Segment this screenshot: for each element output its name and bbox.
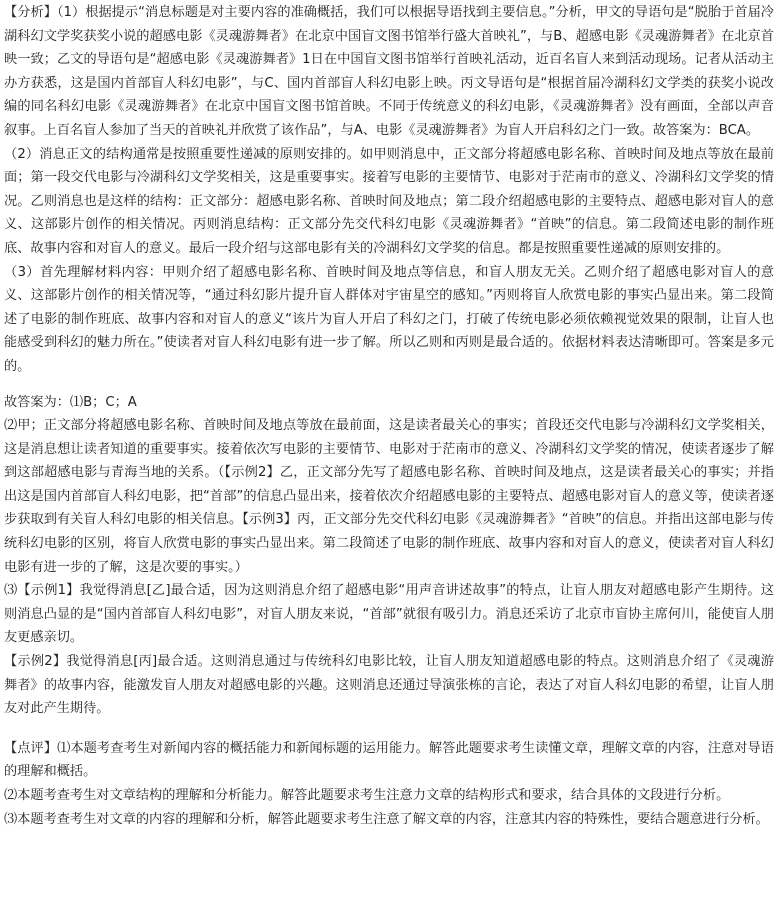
spacer	[4, 379, 774, 391]
spacer	[4, 721, 774, 737]
answer-summary: 故答案为：⑴B；C；A	[4, 394, 137, 410]
comment-part-1: 【点评】⑴本题考查考生对新闻内容的概括能力和新闻标题的运用能力。解答此题要求考生读懂文章，理解文章的内容，注意对导语的理解和概括。	[4, 740, 774, 780]
answer-part-3-example-1: ⑶【示例1】我觉得消息[乙]最合适，因为这则消息介绍了超感电影“用声音讲述故事”的特点，让盲人朋友对超感电影产生期待。这则消息凸显的是“国内首部盲人科幻电影”，对盲人朋友来说，“首部”就很有吸引力。消息还采访了北京市盲协主席何川，能使盲人朋友更感亲切。	[4, 583, 774, 646]
comment-part-2: ⑵本题考查考生对文章结构的理解和分析能力。解答此题要求考生注意力文章的结构形式和要求，结合具体的文段进行分析。	[4, 788, 730, 803]
answer-part-3-example-2: 【示例2】我觉得消息[丙]最合适。这则消息通过与传统科幻电影比较，让盲人朋友知道超感电影的特点。这则消息介绍了《灵魂游舞者》的故事内容，能激发盲人朋友对超感电影的兴趣。这则消息还通过导演张栋的言论，表达了对盲人科幻电影的希望，让盲人朋友对此产生期待。	[4, 654, 774, 717]
analysis-part-2: （2）消息正文的结构通常是按照重要性递减的原则安排的。如甲则消息中，正文部分将超感电影名称、首映时间及地点等放在最前面；第一段交代电影与冷湖科幻文学奖相关，这是重要事实。接着写电影的主要情节、电影对于茫南市的意义、冷湖科幻文学奖的情况。乙则消息也是这样的结构：正文部分：超感电影名称、首映时间及地点；第二段介绍超感电影的主要特点、超感电影对盲人的意义、这部影片创作的相关情况。丙则消息结构：正文部分先交代科幻电影《灵魂游舞者》“首映”的信息。第二段简述电影的制作班底、故事内容和对盲人的意义。最后一段介绍与这部电影有关的冷湖科幻文学奖的信息。都是按照重要性递减的原则安排的。	[4, 146, 774, 256]
analysis-part-3: （3）首先理解材料内容：甲则介绍了超感电影名称、首映时间及地点等信息，和盲人朋友无关。乙则介绍了超感电影对盲人的意义、这部影片创作的相关情况等，“通过科幻影片提升盲人群体对宇宙星空的感知。”丙则将盲人欣赏电影的事实凸显出来。第二段简述了电影的制作班底、故事内容和对盲人的意义“该片为盲人开启了科幻之门，打破了传统电影必须依赖视觉效果的限制，让盲人也能感受到科幻的魅力所在。”使读者对盲人科幻电影有进一步了解。所以乙则和丙则是最合适的。依据材料表达清晰即可。答案是多元的。	[4, 264, 774, 374]
analysis-part-1: 【分析】（1）根据提示“消息标题是对主要内容的准确概括，我们可以根据导语找到主要信息。”分析，甲文的导语句是“脱胎于首届冷湖科幻文学奖获奖小说的超感电影《灵魂游舞者》在北京中国盲文图书馆举行盛大首映礼”，与B、超感电影《灵魂游舞者》在北京首映一致；乙文的导语句是“超感电影《灵魂游舞者》1日在中国盲文图书馆举行首映礼活动，近百名盲人来到活动现场。记者从活动主办方获悉，这是国内首部盲人科幻电影”，与C、国内首部盲人科幻电影上映。丙文导语句是“根据首届冷湖科幻文学类的获奖小说改编的同名科幻电影《灵魂游舞者》在北京中国盲文图书馆首映。不同于传统意义的科幻电影，《灵魂游舞者》没有画面，全部以声音叙事。上百名盲人参加了当天的首映礼并欣赏了该作品”，与A、电影《灵魂游舞者》为盲人开启科幻之门一致。故答案为：BCA。	[4, 5, 774, 138]
answer-part-2: ⑵甲；正文部分将超感电影名称、首映时间及地点等放在最前面，这是读者最关心的事实；首段还交代电影与冷湖科幻文学奖相关，这是消息想让读者知道的重要事实。接着依次写电影的主要情节、电影对于茫南市的意义、冷湖科幻文学奖的情况，使读者逐步了解到这部超感电影与青海当地的关系。（【示例2】乙，正文部分先写了超感电影名称、首映时间及地点，这是读者最关心的事实；并指出这是国内首部盲人科幻电影，把“首部”的信息凸显出来，接着依次介绍超感电影的主要特点、超感电影对盲人的意义等，使读者逐步获取到有关盲人科幻电影的相关信息。【示例3】丙，正文部分先交代科幻电影《灵魂游舞者》“首映”的信息。并指出这部电影与传统科幻电影的区别，将盲人欣赏电影的事实凸显出来。第二段简述了电影的制作班底、故事内容和对盲人的意义，使读者对盲人科幻电影有进一步的了解，这是次要的事实。）	[4, 418, 774, 575]
comment-part-3: ⑶本题考查考生对文章的内容的理解和分析，解答此题要求考生注意了解文章的内容，注意其内容的特殊性，要结合题意进行分析。	[4, 811, 769, 827]
